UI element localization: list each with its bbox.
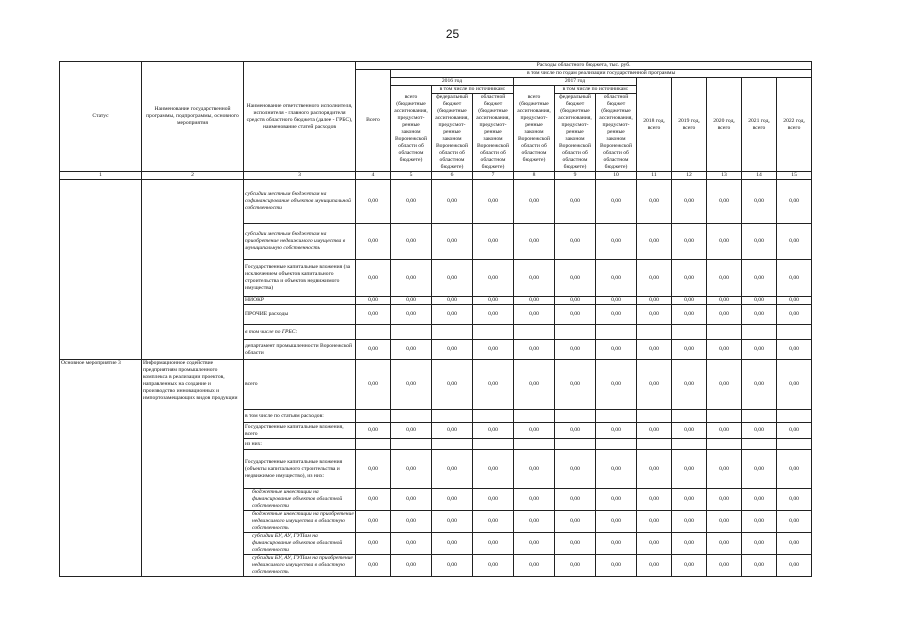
row-label: бюджетные инвестиции на финансирование объектов областной собственности (244, 489, 356, 511)
value-cell: 0,00 (473, 450, 514, 489)
value-cell: 0,00 (514, 180, 555, 224)
value-cell (596, 325, 637, 340)
value-cell (432, 325, 473, 340)
value-cell: 0,00 (391, 297, 432, 305)
value-cell: 0,00 (555, 360, 596, 410)
value-cell (742, 439, 777, 450)
value-cell: 0,00 (555, 450, 596, 489)
value-cell: 0,00 (672, 340, 707, 360)
value-cell: 0,00 (672, 423, 707, 439)
value-cell: 0,00 (473, 489, 514, 511)
column-number: 14 (742, 172, 777, 180)
value-cell: 0,00 (777, 423, 812, 439)
value-cell: 0,00 (514, 511, 555, 533)
value-cell: 0,00 (777, 340, 812, 360)
value-cell: 0,00 (555, 555, 596, 577)
value-cell: 0,00 (391, 450, 432, 489)
value-cell: 0,00 (637, 555, 672, 577)
value-cell: 0,00 (555, 224, 596, 260)
value-cell: 0,00 (672, 297, 707, 305)
value-cell: 0,00 (777, 450, 812, 489)
header-2021: 2021 год, всего (742, 78, 777, 172)
column-number: 13 (707, 172, 742, 180)
column-numbers-row (60, 172, 812, 180)
row-label: Государственные капитальные вложения (объекты капитального строительства и недвижимое имущество), из них: (244, 450, 356, 489)
value-cell: 0,00 (672, 180, 707, 224)
value-cell: 0,00 (432, 489, 473, 511)
value-cell: 0,00 (672, 511, 707, 533)
value-cell: 0,00 (637, 511, 672, 533)
header-2017-total: всего (бюджетные ассигнования, предусмот-ренные законом Воронежской области об областном бюджете) (514, 86, 555, 172)
value-cell (356, 439, 391, 450)
value-cell: 0,00 (707, 297, 742, 305)
column-number: 5 (391, 172, 432, 180)
table-row (60, 180, 812, 224)
value-cell: 0,00 (672, 305, 707, 325)
value-cell: 0,00 (555, 180, 596, 224)
header-year-2017: 2017 год (514, 78, 637, 86)
value-cell: 0,00 (356, 450, 391, 489)
row-label: Государственные капитальные вложения (за исключением объектов капитального строительства и объектов недвижимого имущества) (244, 260, 356, 297)
value-cell (777, 439, 812, 450)
header-expenses-title: Расходы областного бюджета, тыс. руб. (356, 62, 812, 70)
value-cell (514, 410, 555, 423)
value-cell: 0,00 (742, 533, 777, 555)
value-cell: 0,00 (473, 360, 514, 410)
value-cell: 0,00 (356, 489, 391, 511)
value-cell: 0,00 (596, 260, 637, 297)
value-cell (356, 410, 391, 423)
column-number: 6 (432, 172, 473, 180)
value-cell: 0,00 (777, 297, 812, 305)
value-cell: 0,00 (514, 260, 555, 297)
value-cell: 0,00 (473, 260, 514, 297)
row-label: субсидии местным бюджетам на софинансирование объектов муниципальной собственности (244, 180, 356, 224)
row-label: субсидии БУ, АУ, ГУПам на приобретение недвижимого имущества в областную собственность (244, 555, 356, 577)
row-label: департамент промышленности Воронежской области (244, 340, 356, 360)
row-label: из них: (244, 439, 356, 450)
header-year-2016: 2016 год (391, 78, 514, 86)
value-cell: 0,00 (707, 224, 742, 260)
budget-table (59, 61, 812, 577)
value-cell (777, 410, 812, 423)
value-cell: 0,00 (742, 260, 777, 297)
value-cell: 0,00 (707, 489, 742, 511)
value-cell: 0,00 (356, 511, 391, 533)
value-cell: 0,00 (356, 423, 391, 439)
value-cell: 0,00 (514, 533, 555, 555)
value-cell: 0,00 (514, 340, 555, 360)
page-number: 25 (445, 27, 460, 41)
value-cell: 0,00 (391, 489, 432, 511)
value-cell (707, 325, 742, 340)
header-2016-sources: в том числе по источникам: (432, 86, 514, 94)
header-2016-regional: областной бюджет (бюджетные ассигнования, предусмот-ренные законом Воронежской области об областном бюджете) (473, 94, 514, 172)
header-2020: 2020 год, всего (707, 78, 742, 172)
value-cell: 0,00 (672, 224, 707, 260)
value-cell: 0,00 (391, 180, 432, 224)
value-cell (432, 439, 473, 450)
column-number: 2 (142, 172, 244, 180)
column-number: 8 (514, 172, 555, 180)
value-cell (672, 439, 707, 450)
column-number: 1 (60, 172, 142, 180)
value-cell (555, 439, 596, 450)
header-program: Наименование государственной программы, подпрограммы, основного мероприятия (142, 62, 244, 172)
value-cell: 0,00 (514, 224, 555, 260)
value-cell (596, 410, 637, 423)
value-cell (391, 439, 432, 450)
value-cell: 0,00 (596, 180, 637, 224)
value-cell: 0,00 (637, 450, 672, 489)
value-cell: 0,00 (742, 340, 777, 360)
value-cell: 0,00 (596, 340, 637, 360)
value-cell: 0,00 (672, 360, 707, 410)
status-cell (60, 180, 142, 360)
value-cell: 0,00 (742, 305, 777, 325)
value-cell (473, 325, 514, 340)
row-label: в том числе по ГРБС: (244, 325, 356, 340)
header-2016-federal: федеральный бюджет (бюджетные ассигнования, предусмот-ренные законом Воронежской области об областном бюджете) (432, 94, 473, 172)
value-cell: 0,00 (473, 511, 514, 533)
value-cell: 0,00 (555, 340, 596, 360)
value-cell: 0,00 (356, 180, 391, 224)
value-cell: 0,00 (596, 533, 637, 555)
value-cell: 0,00 (707, 260, 742, 297)
value-cell (555, 325, 596, 340)
value-cell: 0,00 (432, 360, 473, 410)
header-2017-sources: в том числе по источникам: (555, 86, 637, 94)
row-label: бюджетные инвестиции на приобретение недвижимого имущества в областную собственность (244, 511, 356, 533)
value-cell: 0,00 (596, 489, 637, 511)
value-cell: 0,00 (391, 260, 432, 297)
value-cell: 0,00 (596, 450, 637, 489)
value-cell: 0,00 (672, 489, 707, 511)
value-cell: 0,00 (777, 260, 812, 297)
column-number: 3 (244, 172, 356, 180)
header-2017-regional: областной бюджет (бюджетные ассигнования, предусмот-ренные законом Воронежской области об областном бюджете) (596, 94, 637, 172)
value-cell: 0,00 (637, 423, 672, 439)
value-cell: 0,00 (356, 224, 391, 260)
value-cell: 0,00 (432, 180, 473, 224)
value-cell: 0,00 (391, 305, 432, 325)
value-cell (514, 439, 555, 450)
header-2022: 2022 год, всего (777, 78, 812, 172)
header-by-years: в том числе по годам реализации государственной программы (391, 70, 812, 78)
value-cell: 0,00 (637, 305, 672, 325)
value-cell: 0,00 (777, 489, 812, 511)
value-cell: 0,00 (473, 224, 514, 260)
value-cell: 0,00 (356, 340, 391, 360)
value-cell: 0,00 (391, 511, 432, 533)
row-label: всего (244, 360, 356, 410)
value-cell: 0,00 (777, 533, 812, 555)
value-cell (473, 410, 514, 423)
value-cell: 0,00 (473, 297, 514, 305)
value-cell: 0,00 (391, 224, 432, 260)
value-cell (777, 325, 812, 340)
value-cell (514, 325, 555, 340)
value-cell: 0,00 (356, 305, 391, 325)
value-cell: 0,00 (777, 555, 812, 577)
row-label: субсидии местным бюджетам на приобретение недвижимого имущества в муниципальную собственность (244, 224, 356, 260)
header-2018: 2018 год, всего (637, 78, 672, 172)
value-cell: 0,00 (637, 180, 672, 224)
block-b-body (60, 360, 812, 577)
value-cell (473, 439, 514, 450)
value-cell: 0,00 (637, 297, 672, 305)
value-cell: 0,00 (555, 305, 596, 325)
value-cell: 0,00 (473, 555, 514, 577)
value-cell: 0,00 (707, 423, 742, 439)
value-cell: 0,00 (356, 555, 391, 577)
value-cell: 0,00 (742, 511, 777, 533)
value-cell: 0,00 (555, 423, 596, 439)
value-cell: 0,00 (672, 555, 707, 577)
value-cell: 0,00 (473, 423, 514, 439)
value-cell: 0,00 (707, 511, 742, 533)
value-cell: 0,00 (707, 533, 742, 555)
value-cell (391, 410, 432, 423)
value-cell: 0,00 (672, 260, 707, 297)
value-cell: 0,00 (596, 360, 637, 410)
header-executor: Наименование ответственного исполнителя, исполнителя - главного распорядителя средств областного бюджета (далее - ГРБС), наименование статей расходов (244, 62, 356, 172)
value-cell: 0,00 (514, 305, 555, 325)
row-label: в том числе по статьям расходов: (244, 410, 356, 423)
value-cell: 0,00 (596, 305, 637, 325)
column-number: 4 (356, 172, 391, 180)
header-status: Статус (60, 62, 142, 172)
value-cell: 0,00 (742, 423, 777, 439)
value-cell: 0,00 (432, 260, 473, 297)
value-cell: 0,00 (514, 450, 555, 489)
value-cell: 0,00 (742, 360, 777, 410)
value-cell: 0,00 (707, 180, 742, 224)
value-cell: 0,00 (742, 450, 777, 489)
header-total: Всего (356, 70, 391, 172)
value-cell (637, 410, 672, 423)
value-cell: 0,00 (432, 340, 473, 360)
value-cell: 0,00 (432, 555, 473, 577)
status-cell: Основное мероприятие 3 (60, 360, 142, 577)
column-number: 12 (672, 172, 707, 180)
value-cell: 0,00 (432, 297, 473, 305)
value-cell (356, 325, 391, 340)
value-cell (742, 410, 777, 423)
row-label: ПРОЧИЕ расходы (244, 305, 356, 325)
value-cell: 0,00 (707, 340, 742, 360)
value-cell: 0,00 (391, 555, 432, 577)
value-cell: 0,00 (707, 360, 742, 410)
value-cell: 0,00 (514, 489, 555, 511)
value-cell: 0,00 (596, 511, 637, 533)
value-cell: 0,00 (391, 533, 432, 555)
value-cell: 0,00 (777, 511, 812, 533)
value-cell (637, 325, 672, 340)
value-cell: 0,00 (742, 489, 777, 511)
table-row (60, 360, 812, 410)
value-cell: 0,00 (356, 360, 391, 410)
value-cell: 0,00 (777, 224, 812, 260)
row-label: субсидии БУ, АУ, ГУПам на финансирование объектов областной собственности (244, 533, 356, 555)
value-cell: 0,00 (742, 297, 777, 305)
value-cell: 0,00 (555, 533, 596, 555)
value-cell (672, 410, 707, 423)
value-cell: 0,00 (432, 305, 473, 325)
value-cell: 0,00 (514, 360, 555, 410)
value-cell: 0,00 (596, 224, 637, 260)
column-number: 7 (473, 172, 514, 180)
value-cell: 0,00 (596, 297, 637, 305)
column-number: 11 (637, 172, 672, 180)
value-cell (432, 410, 473, 423)
value-cell: 0,00 (742, 180, 777, 224)
value-cell: 0,00 (555, 297, 596, 305)
value-cell: 0,00 (473, 305, 514, 325)
value-cell: 0,00 (707, 305, 742, 325)
value-cell: 0,00 (473, 180, 514, 224)
value-cell: 0,00 (432, 423, 473, 439)
value-cell: 0,00 (742, 555, 777, 577)
value-cell: 0,00 (637, 360, 672, 410)
header-2016-total: всего (бюджетные ассигнования, предусмот-ренные законом Воронежской области об областном бюджете) (391, 86, 432, 172)
value-cell: 0,00 (432, 533, 473, 555)
value-cell (596, 439, 637, 450)
value-cell: 0,00 (432, 224, 473, 260)
value-cell: 0,00 (672, 450, 707, 489)
value-cell: 0,00 (637, 489, 672, 511)
value-cell: 0,00 (555, 260, 596, 297)
block-a-body (60, 180, 812, 360)
value-cell: 0,00 (707, 555, 742, 577)
value-cell: 0,00 (356, 260, 391, 297)
header-2017-federal: федеральный бюджет (бюджетные ассигнования, предусмот-ренные законом Воронежской области об областном бюджете) (555, 94, 596, 172)
value-cell (707, 439, 742, 450)
row-label: Государственные капитальные вложения, всего (244, 423, 356, 439)
value-cell: 0,00 (356, 297, 391, 305)
value-cell: 0,00 (514, 423, 555, 439)
value-cell: 0,00 (555, 511, 596, 533)
value-cell: 0,00 (391, 340, 432, 360)
value-cell: 0,00 (555, 489, 596, 511)
value-cell (707, 410, 742, 423)
value-cell (555, 410, 596, 423)
program-cell: Информационное содействие предприятиям промышленного комплекса в реализации проектов, направленных на создание и производство инновационных и импортозамещающих видов продукции (142, 360, 244, 577)
value-cell (672, 325, 707, 340)
value-cell: 0,00 (473, 533, 514, 555)
value-cell: 0,00 (432, 450, 473, 489)
value-cell: 0,00 (637, 224, 672, 260)
value-cell: 0,00 (707, 450, 742, 489)
column-number: 15 (777, 172, 812, 180)
value-cell: 0,00 (637, 533, 672, 555)
header-2019: 2019 год, всего (672, 78, 707, 172)
column-number: 9 (555, 172, 596, 180)
value-cell: 0,00 (473, 340, 514, 360)
value-cell (637, 439, 672, 450)
value-cell: 0,00 (637, 340, 672, 360)
row-label: НИОКР (244, 297, 356, 305)
value-cell: 0,00 (514, 555, 555, 577)
value-cell: 0,00 (391, 423, 432, 439)
value-cell: 0,00 (391, 360, 432, 410)
program-cell (142, 180, 244, 360)
value-cell (391, 325, 432, 340)
value-cell: 0,00 (777, 360, 812, 410)
value-cell: 0,00 (356, 533, 391, 555)
value-cell: 0,00 (514, 297, 555, 305)
column-number: 10 (596, 172, 637, 180)
value-cell: 0,00 (596, 555, 637, 577)
value-cell: 0,00 (672, 533, 707, 555)
value-cell: 0,00 (432, 511, 473, 533)
value-cell: 0,00 (742, 224, 777, 260)
value-cell: 0,00 (777, 305, 812, 325)
value-cell: 0,00 (777, 180, 812, 224)
value-cell: 0,00 (637, 260, 672, 297)
value-cell (742, 325, 777, 340)
value-cell: 0,00 (596, 423, 637, 439)
